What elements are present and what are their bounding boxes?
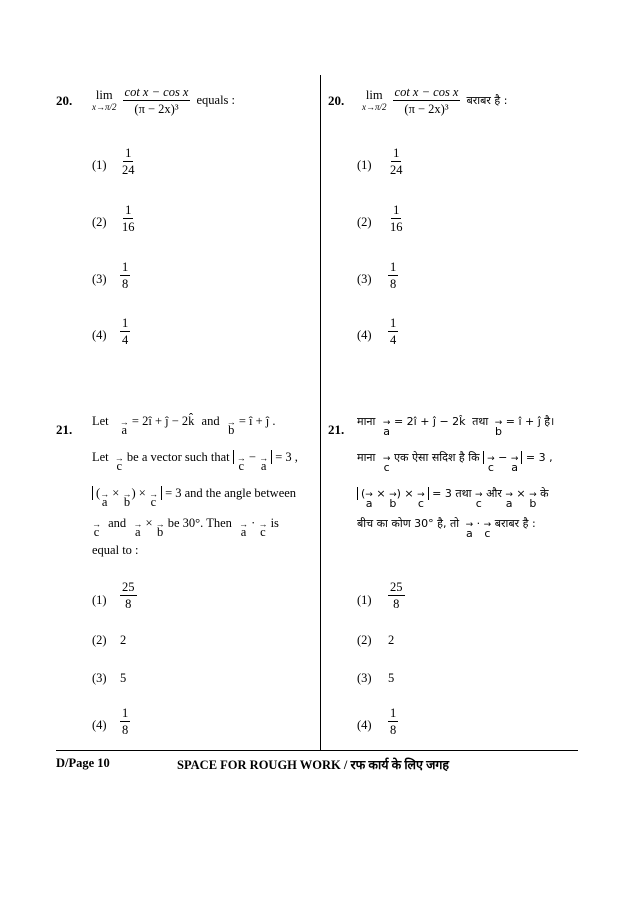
q21-option-1-label-en: (1) [92,593,107,607]
q21-option-1-en: $\frac{25}{8}$ [122,580,135,611]
q20-option-4-label-en: (4) [92,328,107,342]
q21-line-2-en: Let → c be a vector such that → c − → a = 3 , [92,450,298,473]
q20-option-3-en: $\frac{1}{8}$ [122,260,129,291]
page-number: D/Page 10 [56,756,110,770]
q21-option-2-hi: 2 [388,633,395,647]
q21-option-4-hi: $\frac{1}{8}$ [390,706,397,737]
q21-option-4-en: $\frac{1}{8}$ [122,706,129,737]
q21-option-2-label-en: (2) [92,633,107,647]
equals-label: equals : [196,93,236,107]
q20-option-1-hi: $\frac{1}{24}$ [390,146,403,177]
q21-line-1-hi: माना → a = 2î + ĵ − 2k̂ तथा → b = î + ĵ है। [357,415,555,438]
q21-option-4-label-en: (4) [92,718,107,732]
q21-option-2-en: 2 [120,633,127,647]
q21-option-3-en: 5 [120,671,127,685]
q20-option-1-en: $\frac{1}{24}$ [122,146,135,177]
q21-line-3-hi: ( → a × → b ) × → c = 3 तथा → c और → a × → b के [357,486,581,508]
q20-option-4-hi: $\frac{1}{4}$ [390,316,397,347]
q21-option-1-hi: $\frac{25}{8}$ [390,580,403,611]
q21-line-1-en: Let → a = 2î + ĵ − 2k̂ and → b = î + ĵ . [92,414,276,437]
q21-option-3-label-en: (3) [92,671,107,685]
question-20-stem-hi: lim x→π/2 $\frac{\text{cot x − cos x}}{\text{(π − 2x)³}}$ बराबर है : [362,85,508,116]
q20-option-2-label-en: (2) [92,215,107,229]
q21-line-2-hi: माना → c एक ऐसा सदिश है कि → c − → a = 3 , [357,451,553,474]
q21-equal-to-en: equal to : [92,543,139,557]
question-20-stem-en [92,85,235,116]
q21-option-4-label-hi: (4) [357,718,372,732]
q21-line-3-en: ( → a × → b ) × → c = 3 and the angle between [92,486,316,507]
q20-option-1-label-hi: (1) [357,158,372,172]
q20-option-2-en: $\frac{1}{16}$ [122,203,135,234]
q20-option-4-label-hi: (4) [357,328,372,342]
rough-work-label: SPACE FOR ROUGH WORK / रफ कार्य के लिए जगह [177,758,450,772]
question-20-number: 20. [56,93,73,108]
q20-option-3-label-en: (3) [92,272,107,286]
q21-option-2-label-hi: (2) [357,633,372,647]
limit-fraction: $\frac{\text{cot x − cos x}}{\text{(π − 2x)³}}$ [124,85,189,116]
question-20-number-hi: 20. [328,93,345,108]
q20-option-1-label-en: (1) [92,158,107,172]
q21-line-4-en: → c and → a × → b be 30°. Then → a · → c is [92,516,279,539]
q20-option-2-hi: $\frac{1}{16}$ [390,203,403,234]
column-divider [320,75,321,750]
q20-option-3-label-hi: (3) [357,272,372,286]
question-21-number: 21. [56,422,73,437]
limit-operator: lim x→π/2 [92,88,117,112]
q21-line-4-hi: बीच का कोण 30° है, तो → a · → c बराबर है : [357,517,536,540]
q21-option-3-label-hi: (3) [357,671,372,685]
q20-option-4-en: $\frac{1}{4}$ [122,316,129,347]
q21-option-3-hi: 5 [388,671,395,685]
q20-option-3-hi: $\frac{1}{8}$ [390,260,397,291]
footer-divider [56,750,578,751]
barabar-label: बराबर है : [466,94,508,107]
question-21-number-hi: 21. [328,422,345,437]
q21-option-1-label-hi: (1) [357,593,372,607]
q20-option-2-label-hi: (2) [357,215,372,229]
